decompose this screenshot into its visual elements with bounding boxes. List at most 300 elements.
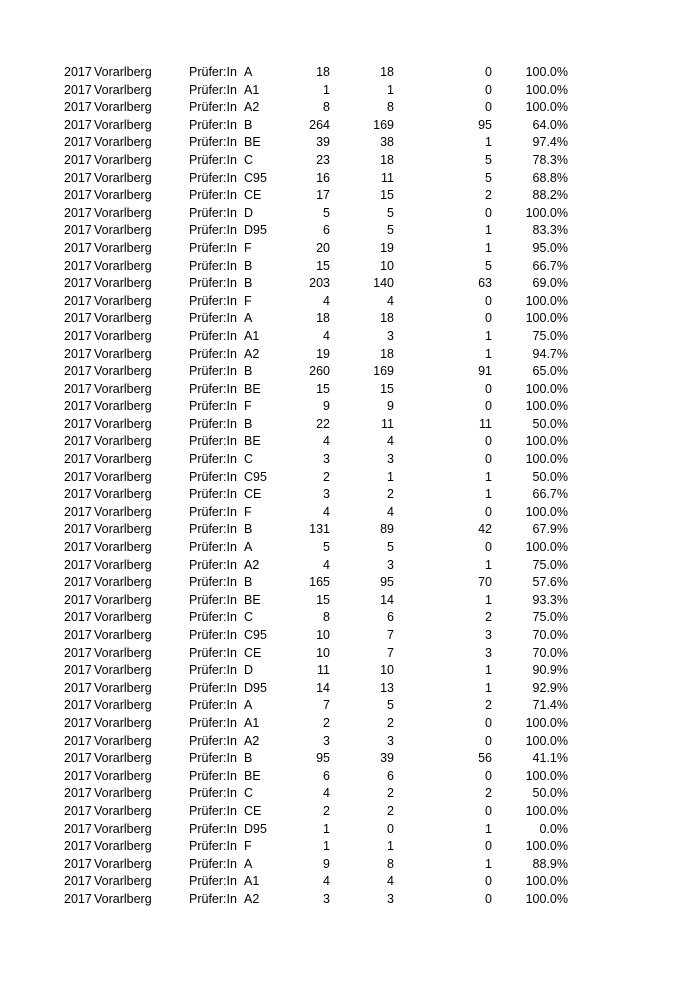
passed-count-cell: 7 — [387, 628, 394, 642]
region-cell: Vorarlberg — [94, 786, 152, 801]
failed-count-cell: 1 — [485, 240, 492, 255]
passed-count-cell: 95 — [380, 575, 394, 590]
pass-rate-cell: 69.0% — [532, 276, 568, 291]
license-class-cell: A1 — [244, 328, 260, 343]
table-row — [64, 64, 584, 82]
region-cell: Vorarlberg — [94, 223, 152, 238]
table-row — [64, 346, 584, 364]
passed-count-cell: 8 — [387, 100, 394, 115]
region-cell: Vorarlberg — [94, 628, 152, 642]
total-count-cell: 4 — [323, 874, 330, 889]
pass-rate-cell: 71.4% — [532, 698, 568, 713]
license-class-cell: BE — [244, 381, 261, 396]
year-cell: 2017 — [64, 680, 92, 695]
failed-count-cell: 0 — [485, 504, 492, 519]
table-row — [64, 82, 584, 100]
year-cell: 2017 — [64, 416, 92, 431]
year-cell: 2017 — [64, 715, 92, 730]
failed-count-cell: 1 — [485, 592, 492, 607]
license-class-cell: D95 — [244, 223, 267, 238]
pass-rate-cell: 100.0% — [525, 434, 568, 449]
passed-count-cell: 2 — [387, 786, 394, 801]
total-count-cell: 20 — [316, 240, 330, 255]
table-row — [64, 750, 584, 768]
license-class-cell: B — [244, 117, 253, 132]
license-class-cell: F — [244, 504, 252, 519]
license-class-cell: A2 — [244, 346, 260, 361]
passed-count-cell: 39 — [380, 751, 394, 766]
region-cell: Vorarlberg — [94, 891, 152, 906]
failed-count-cell: 0 — [485, 381, 492, 396]
pass-rate-cell: 94.7% — [532, 346, 568, 361]
passed-count-cell: 5 — [387, 223, 394, 238]
table-row — [64, 557, 584, 575]
year-cell: 2017 — [64, 135, 92, 150]
failed-count-cell: 2 — [485, 188, 492, 203]
pass-rate-cell: 100.0% — [525, 891, 568, 906]
region-cell: Vorarlberg — [94, 399, 152, 414]
failed-count-cell: 1 — [485, 856, 492, 871]
year-cell: 2017 — [64, 557, 92, 572]
passed-count-cell: 3 — [387, 328, 394, 343]
passed-count-cell: 169 — [373, 364, 394, 379]
license-class-cell: D — [244, 663, 254, 678]
license-class-cell: A1 — [244, 715, 260, 730]
total-count-cell: 1 — [323, 839, 330, 854]
region-cell: Vorarlberg — [94, 698, 152, 713]
passed-count-cell: 1 — [387, 469, 394, 484]
role-cell: Prüfer:In — [189, 152, 237, 167]
pass-rate-cell: 100.0% — [525, 768, 568, 783]
total-count-cell: 4 — [323, 328, 330, 343]
passed-count-cell: 8 — [387, 856, 394, 871]
license-class-cell: F — [244, 399, 252, 414]
year-cell: 2017 — [64, 188, 92, 203]
year-cell: 2017 — [64, 452, 92, 467]
passed-count-cell: 10 — [380, 258, 394, 273]
passed-count-cell: 1 — [387, 82, 394, 97]
role-cell: Prüfer:In — [189, 839, 237, 854]
failed-count-cell: 0 — [485, 311, 492, 326]
pass-rate-cell: 100.0% — [525, 82, 568, 97]
license-class-cell: C95 — [244, 469, 267, 484]
failed-count-cell: 95 — [478, 117, 492, 132]
pass-rate-cell: 68.8% — [532, 170, 568, 185]
failed-count-cell: 0 — [485, 715, 492, 730]
data-table — [64, 64, 584, 909]
passed-count-cell: 9 — [387, 399, 394, 414]
role-cell: Prüfer:In — [189, 610, 237, 625]
failed-count-cell: 2 — [485, 698, 492, 713]
table-row — [64, 328, 584, 346]
region-cell: Vorarlberg — [94, 364, 152, 379]
table-row — [64, 117, 584, 135]
region-cell: Vorarlberg — [94, 504, 152, 519]
total-count-cell: 95 — [316, 751, 330, 766]
failed-count-cell: 1 — [485, 487, 492, 502]
license-class-cell: D95 — [244, 821, 267, 836]
pass-rate-cell: 100.0% — [525, 311, 568, 326]
role-cell: Prüfer:In — [189, 364, 237, 379]
passed-count-cell: 11 — [381, 170, 394, 185]
role-cell: Prüfer:In — [189, 276, 237, 291]
passed-count-cell: 3 — [387, 557, 394, 572]
license-class-cell: BE — [244, 135, 261, 150]
total-count-cell: 3 — [323, 891, 330, 906]
table-row — [64, 433, 584, 451]
pass-rate-cell: 100.0% — [525, 874, 568, 889]
failed-count-cell: 0 — [485, 874, 492, 889]
region-cell: Vorarlberg — [94, 152, 152, 167]
pass-rate-cell: 100.0% — [525, 839, 568, 854]
role-cell: Prüfer:In — [189, 575, 237, 590]
failed-count-cell: 0 — [485, 205, 492, 220]
passed-count-cell: 89 — [380, 522, 394, 537]
pass-rate-cell: 100.0% — [525, 381, 568, 396]
total-count-cell: 7 — [323, 698, 330, 713]
passed-count-cell: 5 — [387, 698, 394, 713]
region-cell: Vorarlberg — [94, 117, 152, 132]
region-cell: Vorarlberg — [94, 293, 152, 308]
total-count-cell: 11 — [317, 663, 330, 678]
total-count-cell: 3 — [323, 733, 330, 748]
role-cell: Prüfer:In — [189, 487, 237, 502]
failed-count-cell: 1 — [485, 135, 492, 150]
pass-rate-cell: 92.9% — [532, 680, 568, 695]
passed-count-cell: 18 — [380, 152, 394, 167]
failed-count-cell: 1 — [485, 223, 492, 238]
total-count-cell: 6 — [323, 768, 330, 783]
license-class-cell: C — [244, 452, 254, 467]
passed-count-cell: 2 — [387, 487, 394, 502]
region-cell: Vorarlberg — [94, 170, 152, 185]
total-count-cell: 6 — [323, 223, 330, 238]
license-class-cell: C95 — [244, 628, 267, 642]
region-cell: Vorarlberg — [94, 135, 152, 150]
failed-count-cell: 0 — [485, 399, 492, 414]
passed-count-cell: 3 — [387, 891, 394, 906]
pass-rate-cell: 0.0% — [539, 821, 568, 836]
license-class-cell: C — [244, 610, 254, 625]
role-cell: Prüfer:In — [189, 733, 237, 748]
total-count-cell: 4 — [323, 557, 330, 572]
total-count-cell: 203 — [309, 276, 330, 291]
region-cell: Vorarlberg — [94, 416, 152, 431]
region-cell: Vorarlberg — [94, 715, 152, 730]
failed-count-cell: 1 — [485, 328, 492, 343]
table-row — [64, 134, 584, 152]
failed-count-cell: 1 — [485, 663, 492, 678]
year-cell: 2017 — [64, 65, 92, 79]
region-cell: Vorarlberg — [94, 733, 152, 748]
table-row — [64, 838, 584, 856]
table-row — [64, 416, 584, 434]
passed-count-cell: 4 — [387, 874, 394, 889]
pass-rate-cell: 57.6% — [532, 575, 568, 590]
failed-count-cell: 0 — [485, 293, 492, 308]
passed-count-cell: 169 — [373, 117, 394, 132]
total-count-cell: 4 — [323, 504, 330, 519]
year-cell: 2017 — [64, 381, 92, 396]
pass-rate-cell: 100.0% — [525, 504, 568, 519]
passed-count-cell: 5 — [387, 205, 394, 220]
pass-rate-cell: 66.7% — [532, 258, 568, 273]
failed-count-cell: 5 — [485, 170, 492, 185]
region-cell: Vorarlberg — [94, 610, 152, 625]
passed-count-cell: 19 — [380, 240, 394, 255]
license-class-cell: BE — [244, 592, 261, 607]
role-cell: Prüfer:In — [189, 540, 237, 555]
table-row — [64, 258, 584, 276]
license-class-cell: CE — [244, 188, 262, 203]
license-class-cell: A1 — [244, 82, 260, 97]
total-count-cell: 9 — [323, 856, 330, 871]
table-row — [64, 715, 584, 733]
region-cell: Vorarlberg — [94, 311, 152, 326]
total-count-cell: 1 — [323, 821, 330, 836]
pass-rate-cell: 100.0% — [525, 100, 568, 115]
table-row — [64, 680, 584, 698]
table-row — [64, 891, 584, 909]
year-cell: 2017 — [64, 170, 92, 185]
table-row — [64, 873, 584, 891]
role-cell: Prüfer:In — [189, 557, 237, 572]
pass-rate-cell: 70.0% — [532, 645, 568, 660]
table-row — [64, 240, 584, 258]
failed-count-cell: 0 — [485, 65, 492, 79]
role-cell: Prüfer:In — [189, 381, 237, 396]
passed-count-cell: 18 — [380, 65, 394, 79]
license-class-cell: A2 — [244, 100, 260, 115]
passed-count-cell: 4 — [387, 293, 394, 308]
failed-count-cell: 1 — [485, 557, 492, 572]
region-cell: Vorarlberg — [94, 663, 152, 678]
passed-count-cell: 2 — [387, 715, 394, 730]
failed-count-cell: 2 — [485, 786, 492, 801]
year-cell: 2017 — [64, 628, 92, 642]
role-cell: Prüfer:In — [189, 645, 237, 660]
total-count-cell: 260 — [309, 364, 330, 379]
region-cell: Vorarlberg — [94, 575, 152, 590]
year-cell: 2017 — [64, 663, 92, 678]
failed-count-cell: 3 — [485, 628, 492, 642]
role-cell: Prüfer:In — [189, 434, 237, 449]
region-cell: Vorarlberg — [94, 557, 152, 572]
role-cell: Prüfer:In — [189, 715, 237, 730]
license-class-cell: CE — [244, 645, 262, 660]
year-cell: 2017 — [64, 364, 92, 379]
passed-count-cell: 4 — [387, 504, 394, 519]
total-count-cell: 8 — [323, 100, 330, 115]
role-cell: Prüfer:In — [189, 240, 237, 255]
license-class-cell: BE — [244, 768, 261, 783]
year-cell: 2017 — [64, 152, 92, 167]
region-cell: Vorarlberg — [94, 65, 152, 79]
pass-rate-cell: 100.0% — [525, 205, 568, 220]
failed-count-cell: 0 — [485, 100, 492, 115]
license-class-cell: A — [244, 540, 253, 555]
table-row — [64, 821, 584, 839]
pass-rate-cell: 100.0% — [525, 733, 568, 748]
year-cell: 2017 — [64, 504, 92, 519]
role-cell: Prüfer:In — [189, 786, 237, 801]
table-row — [64, 486, 584, 504]
role-cell: Prüfer:In — [189, 522, 237, 537]
license-class-cell: F — [244, 293, 252, 308]
table-row — [64, 381, 584, 399]
pass-rate-cell: 100.0% — [525, 452, 568, 467]
year-cell: 2017 — [64, 240, 92, 255]
passed-count-cell: 1 — [387, 839, 394, 854]
passed-count-cell: 140 — [373, 276, 394, 291]
failed-count-cell: 1 — [485, 469, 492, 484]
license-class-cell: B — [244, 522, 253, 537]
pass-rate-cell: 50.0% — [532, 469, 568, 484]
total-count-cell: 2 — [323, 715, 330, 730]
total-count-cell: 39 — [316, 135, 330, 150]
pass-rate-cell: 75.0% — [532, 610, 568, 625]
passed-count-cell: 11 — [381, 416, 394, 431]
region-cell: Vorarlberg — [94, 469, 152, 484]
passed-count-cell: 6 — [387, 768, 394, 783]
failed-count-cell: 42 — [478, 522, 492, 537]
role-cell: Prüfer:In — [189, 416, 237, 431]
total-count-cell: 18 — [316, 65, 330, 79]
failed-count-cell: 0 — [485, 891, 492, 906]
region-cell: Vorarlberg — [94, 592, 152, 607]
year-cell: 2017 — [64, 803, 92, 818]
role-cell: Prüfer:In — [189, 258, 237, 273]
failed-count-cell: 3 — [485, 645, 492, 660]
year-cell: 2017 — [64, 293, 92, 308]
license-class-cell: A — [244, 311, 253, 326]
pass-rate-cell: 70.0% — [532, 628, 568, 642]
passed-count-cell: 3 — [387, 733, 394, 748]
year-cell: 2017 — [64, 100, 92, 115]
pass-rate-cell: 100.0% — [525, 293, 568, 308]
total-count-cell: 10 — [316, 628, 330, 642]
region-cell: Vorarlberg — [94, 328, 152, 343]
failed-count-cell: 63 — [478, 276, 492, 291]
role-cell: Prüfer:In — [189, 170, 237, 185]
pass-rate-cell: 100.0% — [525, 715, 568, 730]
pass-rate-cell: 75.0% — [532, 557, 568, 572]
failed-count-cell: 0 — [485, 540, 492, 555]
pass-rate-cell: 50.0% — [532, 786, 568, 801]
pass-rate-cell: 97.4% — [532, 135, 568, 150]
year-cell: 2017 — [64, 328, 92, 343]
license-class-cell: B — [244, 258, 253, 273]
role-cell: Prüfer:In — [189, 891, 237, 906]
license-class-cell: A2 — [244, 557, 260, 572]
total-count-cell: 2 — [323, 469, 330, 484]
pass-rate-cell: 93.3% — [532, 592, 568, 607]
role-cell: Prüfer:In — [189, 205, 237, 220]
total-count-cell: 4 — [323, 786, 330, 801]
table-row — [64, 697, 584, 715]
year-cell: 2017 — [64, 311, 92, 326]
role-cell: Prüfer:In — [189, 856, 237, 871]
role-cell: Prüfer:In — [189, 628, 237, 642]
region-cell: Vorarlberg — [94, 276, 152, 291]
year-cell: 2017 — [64, 469, 92, 484]
region-cell: Vorarlberg — [94, 645, 152, 660]
pass-rate-cell: 64.0% — [532, 117, 568, 132]
table-row — [64, 504, 584, 522]
role-cell: Prüfer:In — [189, 100, 237, 115]
license-class-cell: D — [244, 205, 254, 220]
role-cell: Prüfer:In — [189, 803, 237, 818]
year-cell: 2017 — [64, 434, 92, 449]
total-count-cell: 165 — [309, 575, 330, 590]
year-cell: 2017 — [64, 540, 92, 555]
total-count-cell: 3 — [323, 487, 330, 502]
table-row — [64, 574, 584, 592]
year-cell: 2017 — [64, 223, 92, 238]
total-count-cell: 131 — [309, 522, 330, 537]
region-cell: Vorarlberg — [94, 258, 152, 273]
passed-count-cell: 10 — [380, 663, 394, 678]
passed-count-cell: 5 — [387, 540, 394, 555]
year-cell: 2017 — [64, 751, 92, 766]
table-row — [64, 856, 584, 874]
region-cell: Vorarlberg — [94, 240, 152, 255]
failed-count-cell: 0 — [485, 839, 492, 854]
year-cell: 2017 — [64, 258, 92, 273]
pass-rate-cell: 95.0% — [532, 240, 568, 255]
role-cell: Prüfer:In — [189, 469, 237, 484]
role-cell: Prüfer:In — [189, 82, 237, 97]
passed-count-cell: 4 — [387, 434, 394, 449]
license-class-cell: B — [244, 751, 253, 766]
license-class-cell: A — [244, 65, 253, 79]
license-class-cell: A — [244, 856, 253, 871]
passed-count-cell: 14 — [380, 592, 394, 607]
year-cell: 2017 — [64, 399, 92, 414]
table-row — [64, 803, 584, 821]
total-count-cell: 1 — [323, 82, 330, 97]
year-cell: 2017 — [64, 82, 92, 97]
failed-count-cell: 0 — [485, 733, 492, 748]
table-row — [64, 222, 584, 240]
failed-count-cell: 11 — [479, 416, 492, 431]
license-class-cell: B — [244, 276, 253, 291]
passed-count-cell: 3 — [387, 452, 394, 467]
role-cell: Prüfer:In — [189, 874, 237, 889]
table-row — [64, 785, 584, 803]
total-count-cell: 16 — [316, 170, 330, 185]
pass-rate-cell: 88.2% — [532, 188, 568, 203]
passed-count-cell: 15 — [380, 188, 394, 203]
total-count-cell: 15 — [316, 258, 330, 273]
year-cell: 2017 — [64, 698, 92, 713]
year-cell: 2017 — [64, 487, 92, 502]
table-row — [64, 99, 584, 117]
table-row — [64, 768, 584, 786]
total-count-cell: 22 — [316, 416, 330, 431]
license-class-cell: B — [244, 364, 253, 379]
passed-count-cell: 13 — [380, 680, 394, 695]
total-count-cell: 17 — [316, 188, 330, 203]
table-row — [64, 152, 584, 170]
year-cell: 2017 — [64, 856, 92, 871]
table-row — [64, 662, 584, 680]
pass-rate-cell: 66.7% — [532, 487, 568, 502]
pass-rate-cell: 65.0% — [532, 364, 568, 379]
role-cell: Prüfer:In — [189, 751, 237, 766]
license-class-cell: C — [244, 152, 254, 167]
table-row — [64, 627, 584, 645]
